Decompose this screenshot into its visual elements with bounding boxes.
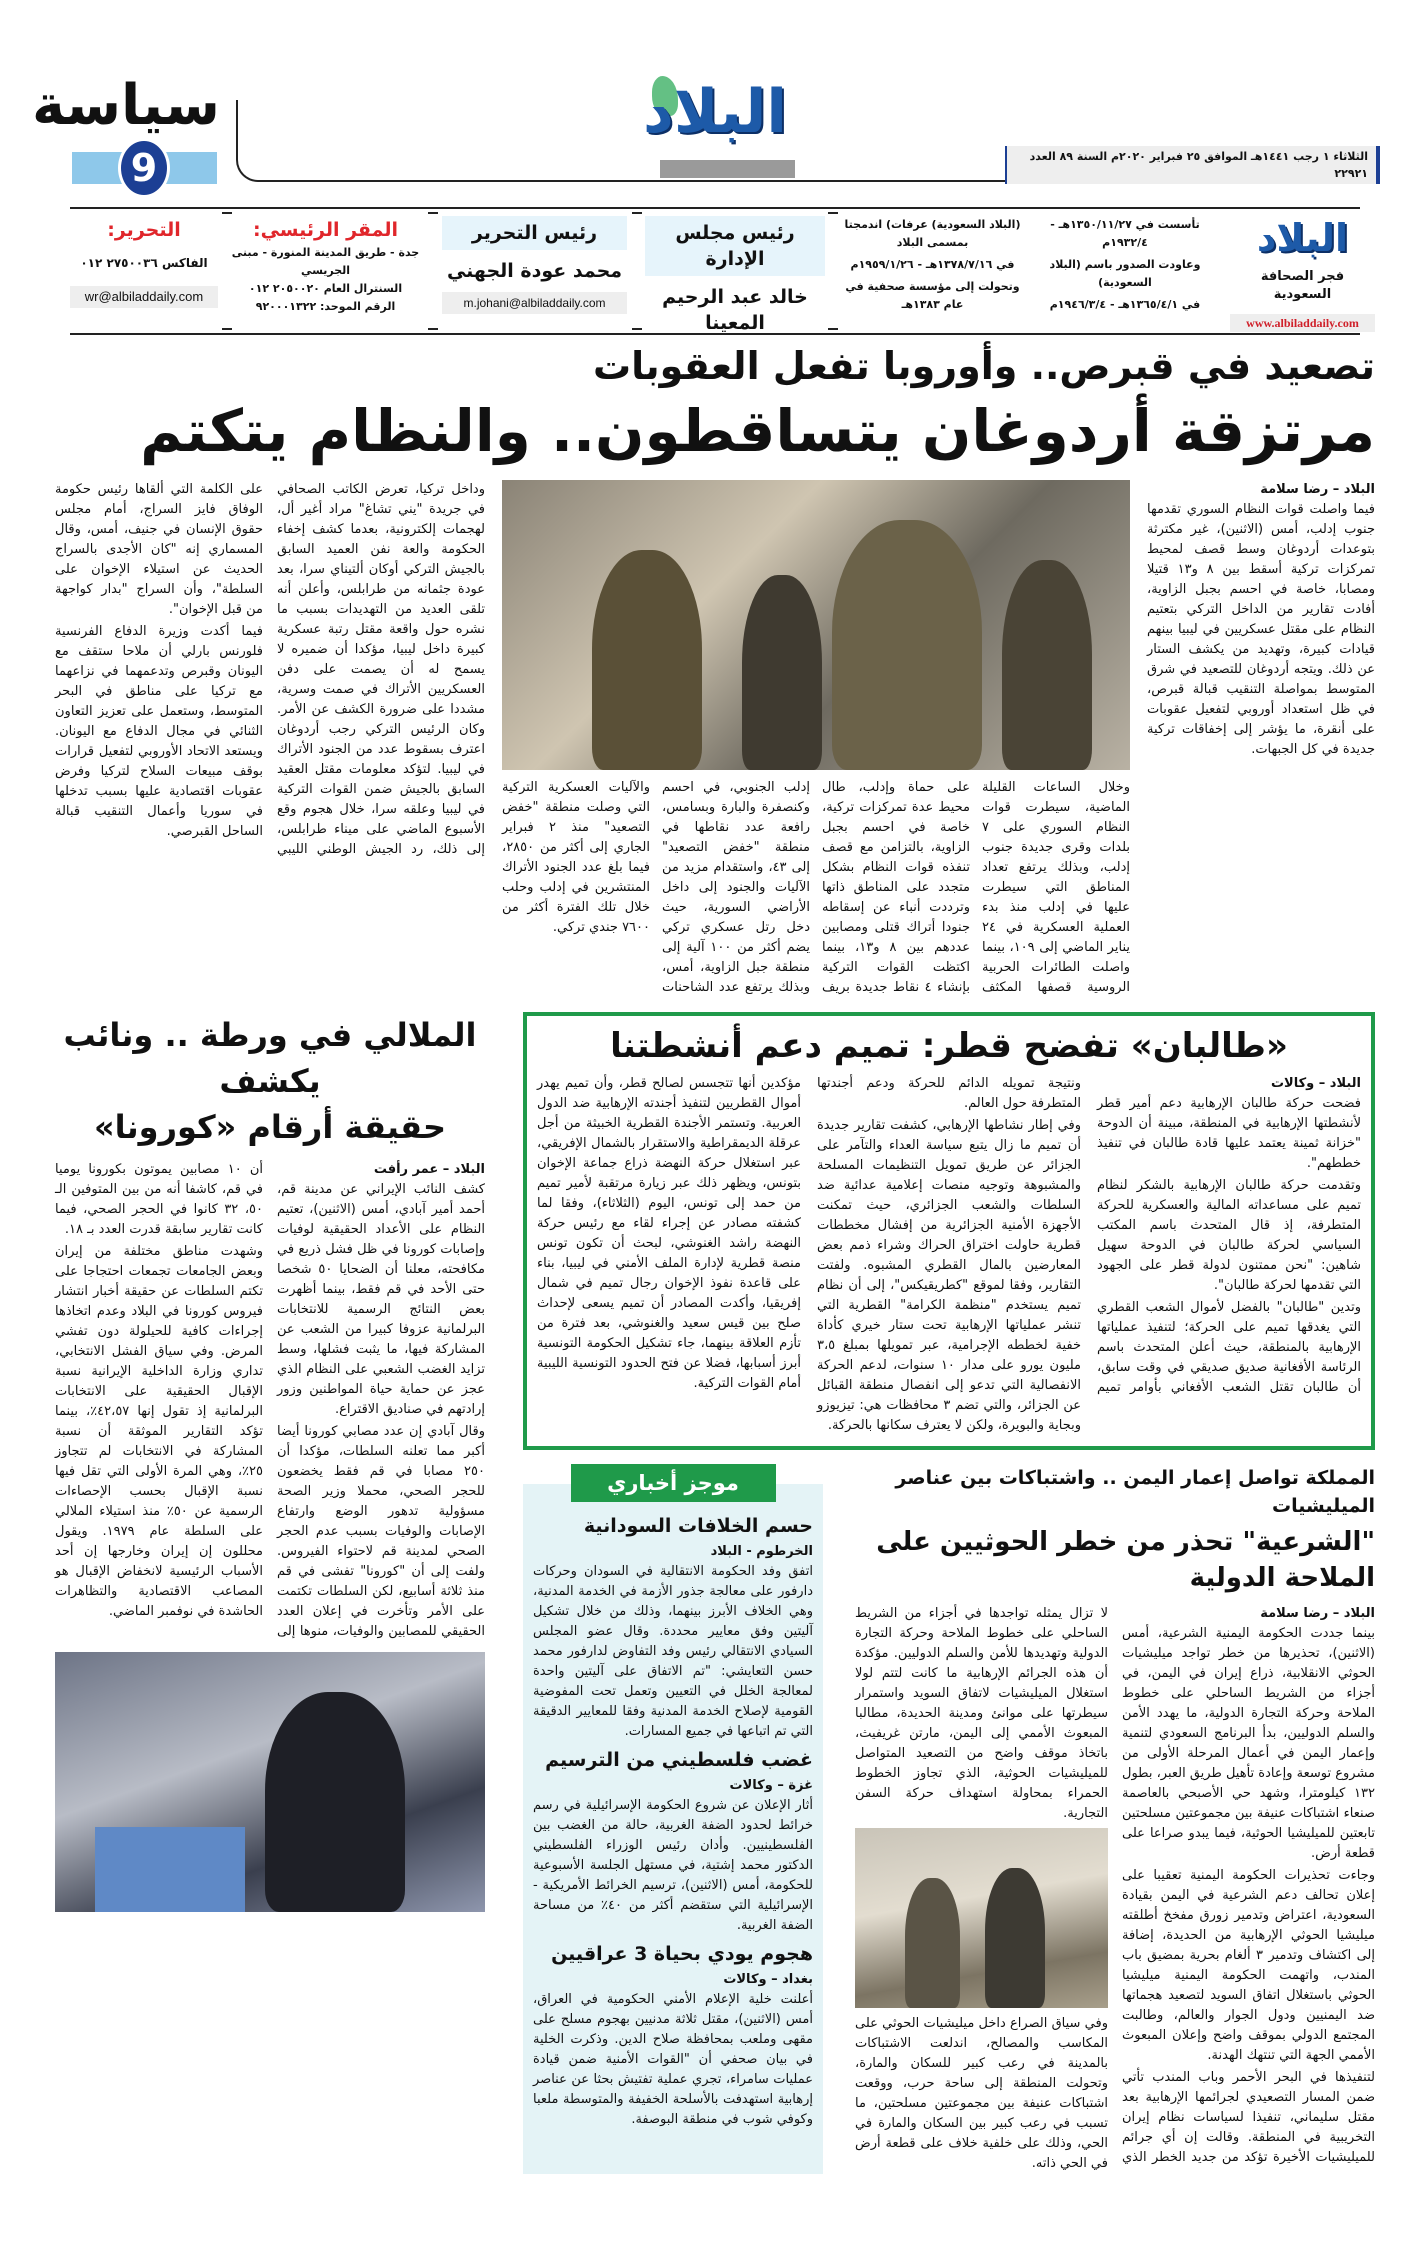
lead-paragraph: فيما أكدت وزيرة الدفاع الفرنسية فلورنس بارلي أن ملاحا ستقف مع اليونان وقبرص وتدعمهما في نزاعهما مع تركيا على مناطق في البحر المتوسط، وستعمل على تعزيز التعاون الثنائي في مجال الدفاع مع اليونان. ويستعد الاتحاد الأوروبي لتفعيل قرارات بوقف مبيعات السلاح لتركيا وفرض عقوبات اقتصادية عليها بسبب تدخلها في سوريا وأعمال التنقيب قبالة الساحل القبرصي.: [55, 624, 263, 839]
page-content: [55, 340, 1375, 2174]
founding-line: في ١٣٦٥/٤/١هـ - ١٩٤٦/٣/٤م: [1049, 298, 1201, 311]
divider: [632, 212, 642, 330]
taliban-story-box: [523, 1012, 1375, 1450]
news-briefs-label: موجز أخباري: [571, 1464, 776, 1502]
yemen-headline: "الشرعية" تحذر من خطر الحوثيين على الملاحة الدولية: [876, 1527, 1375, 1593]
history-info: [840, 216, 1025, 314]
brief-dateline: غزة – وكالات: [729, 1778, 813, 1793]
newspaper-logo[interactable]: البلاد: [643, 77, 787, 147]
taliban-paragraph: فضحت حركة طالبان الإرهابية دعم أمير قطر لأنشطتها الإرهابية في المنطقة، مبينة أن الدوحة "خزانة ثمينة يعتمد عليها قادة طالبان في تنفيذ خططهم".: [1097, 1096, 1361, 1171]
brief-item: [533, 1746, 813, 1936]
hq-line: السنترال العام ٢٠٥٠٠٢٠ ٠١٢: [248, 282, 403, 295]
yemen-byline: البلاد – رضا سلامة: [1260, 1606, 1375, 1621]
editor-name: محمد عودة الجهني: [446, 260, 623, 282]
chairman-name: خالد عبد الرحيم المعينا: [662, 286, 808, 334]
taliban-paragraph: وفي إطار نشاطها الإرهابي، كشفت تقارير جديدة أن تميم ما زال يتبع سياسة العداء والتآمر على الجزائر عن طريق تمويل التنظيمات المسلحة والمشبوهة وتوجيه منصات إعلامية عدائية ضد السلطات والشعب الجزائري، حيث تمكنت الأجهزة الأمنية الجزائرية من إفشال مخططات قطرية حاولت اختراق الحراك وشراء ذمم بعض المعارضين بالمال القطري المشبوه. ولفتت التقارير، وفقا لموقع "كطريقيكس"، إلى أن نظام تميم يستخدم "منظمة الكرامة" القطرية التي تنشر عملياتها الإرهابية تحت ستار خيري كأداة خفية لخططه الإجرامية، عبر تمويلها بمبلغ ٣،٥ مليون يورو على مدار ١٠ سنوات، لدعم الحركة الانفصالية التي تدعو إلى انفصال منطقة القبائل عن الجزائر، والتي تضم ٣ محافظات هي: تيزيوزو وبجاية والبويرة، ولكن لا يعترف سكانها بالحركة.: [817, 1118, 1082, 1433]
taliban-paragraph: وتقدمت حركة طالبان الإرهابية بالشكر لنظام تميم على مساعداته المالية والعسكرية للحركة المتطرفة، إذ قال المتحدث باسم المكتب السياسي لحركة طالبان في الدوحة سهيل شاهين: "نحن ممتنون لدولة قطر على الجهود التي تقدمها لحركة طالبان".: [1097, 1178, 1361, 1293]
editorial-email[interactable]: wr@albiladdaily.com: [70, 286, 218, 308]
masthead-logo-block: [1230, 216, 1375, 332]
lead-columns-left: [55, 480, 485, 998]
history-line: وتحولت إلى مؤسسة صحفية في عام ١٣٨٣هـ: [845, 280, 1020, 311]
yemen-and-briefs: [523, 1464, 1375, 2174]
iran-body: [55, 1160, 485, 1642]
lead-paragraph: وخلال الساعات القليلة الماضية، سيطرت قوات النظام السوري على ٧ بلدات وقرى جديدة جنوب إدلب، وبذلك يرتفع تعداد المناطق التي سيطرت عليها في إدلب منذ بدء العملية العسكرية في ٢٤ يناير الماضي إلى ١٠٩، بينما واصلت الطائرات الحربية الروسية قصفها المكثف على حماة وإدلب، طال محيط عدة تمركزات تركية، خاصة في احسم بجبل الزاوية، بالتزامن مع قصف تنفذه قوات النظام بشكل متجدد على المناطق ذاتها وترددت أنباء عن إسقاطه جنودا أتراك قتلى ومصابين عددهم بين ٨ و١٣، بينما اكتظت القوات التركية بإنشاء ٤ نقاط جديدة بريف إدلب الجنوبي، في احسم وكنصفرة والبارة وبسامس، رافعة عدد نقاطها في منطقة "خفض التصعيد" إلى ٤٣، واستقدام مزيد من الآليات والجنود إلى داخل الأراضي السورية، حيث دخل رتل عسكري تركي يضم أكثر من ١٠٠ آلية إلى منطقة جبل الزاوية، أمس، وبذلك يرتفع عدد الشاحنات والآليات العسكرية التركية التي وصلت منطقة "خفض التصعيد" منذ ٢ فبراير الجاري إلى أكثر من ٢٨٥٠، فيما بلغ عدد الجنود الأتراك المنتشرين في إدلب وحلب خلال تلك الفترة أكثر من ٧٦٠٠ جندي تركي.: [502, 780, 1130, 995]
hq-line: الرقم الموحد: ٩٢٠٠٠١٣٢٢: [255, 300, 396, 313]
editor-block: [442, 216, 627, 314]
brief-text: أثار الإعلان عن شروع الحكومة الإسرائيلية في رسم خرائط لحدود الضفة الغربية، حالة من الغضب بين الفلسطينيين. وأدان رئيس الوزراء الفلسطيني الدكتور محمد إشتية، في مستهل الجلسة الأسبوعية للحكومة، أمس (الاثنين)، ترسيم الخرائط الأمريكية - الإسرائيلية التي ستقضم أكثر من ٤٠٪ من مساحة الضفة الغربية.: [533, 1798, 813, 1933]
hq-block: [228, 216, 423, 316]
iran-headline-line: حقيقة أرقام «كورونا»: [93, 1108, 447, 1146]
yemen-paragraph: وجاءت تحذيرات الحكومة اليمنية تعقيبا على إعلان تحالف دعم الشرعية في اليمن بقيادة السعودية، اعتراض وتدمير زورق مفخخ أطلقته ميليشيا الحوثي الإرهابية من الحديدة، إضافة إلى اكتشاف وتدمير ٣ ألغام بحرية بمضيق باب المندب، واتهمت الحكومة اليمنية ميليشيا الحوثي باستغلال اتفاق السويد لتصعيد هجماتها ضد اليمنيين ودول الجوار والعالم، وطالبت المجتمع الدولي بموقف واضح وإعلان المبعوث الأممي الجهة التي تنتهك الهدنة.: [1122, 1868, 1375, 2063]
lead-headline: مرتزقة أردوغان يتساقطون.. والنظام يتكتم: [140, 397, 1375, 465]
lead-center: [502, 480, 1130, 998]
brief-dateline: الخرطوم - البلاد: [710, 1544, 813, 1559]
taliban-paragraph: مؤكدين أنها تتجسس لصالح قطر، وأن تميم يهدر أموال القطريين لتنفيذ أجندته الإرهابية ضد الدول العربية. وتستمر الأجندة القطرية الخبيثة من أجل عرقلة الديمقراطية والاستقرار بالشمال الإفريقي، عبر استغلال حركة النهضة ذراع جماعة الإخوان بتونس، ويظهر ذلك عبر زيارة مرتقبة لأمير تميم من حمد إلى تونس، اليوم (الثلاثاء)، وفقا لما كشفته مصادر عن إجراء لقاء مع رئيس حركة النهضة راشد الغنوشي، لبحث أن تكون تونس منصة قطرية لإدارة الملف الأمني في ليبيا، بناء على قاعدة نفوذ الإخوان رجال تميم في شمال إفريقيا، وأكدت المصادر أن تميم يسعى لإحداث صلح بين قيس سعيد والغنوشي، بعد فترة من تأزم العلاقة بينهما، جاء تشكيل الحكومة التونسية أبرز أسبابها، فضلا عن فتح الحدود التونسية الليبية أمام القوات التركية.: [537, 1076, 801, 1391]
iran-paragraph: وشهدت مناطق مختلفة من إيران وبعض الجامعات تجمعات احتجاجا على تكتم السلطات عن حقيقة أخبار انتشار فيروس كورونا في البلاد وعدم اتخاذها إجراءات كافية للحيلولة دون تفشي المرض. وفي سياق الفشل الانتخابي، تداري وزارة الداخلية الإيرانية نسبة الإقبال الحقيقية على الانتخابات البرلمانية إذ تقول إنها ٤٢،٥٧٪، بينما تؤكد التقارير الموثقة أن نسبة المشاركة في الانتخابات لم تتجاوز ٢٥٪، وهي المرة الأولى التي تقل فيها نسبة الإقبال بحسب الإحصاءات الرسمية عن ٥٠٪ منذ استيلاء الملالي على السلطة عام ١٩٧٩. ويقول محللون إن إيران وخارجها إن أحد الأسباب الرئيسية لانخفاض الإقبال هو المصاعب الاقتصادية والتظاهرات الحاشدة في نوفمبر الماضي.: [55, 1244, 264, 1619]
taliban-headline: «طالبان» تفضح قطر: تميم دعم أنشطتنا: [610, 1026, 1288, 1066]
lower-section: [55, 1012, 1375, 2174]
fax-number: الفاكس ٢٧٥٠٠٣٦ ٠١٢: [80, 256, 208, 270]
right-stack: [523, 1012, 1375, 2174]
brief-title: هجوم يودي بحياة 3 عراقيين: [551, 1943, 813, 1965]
news-briefs-panel: [523, 1471, 823, 2174]
brief-title: حسم الخلافات السودانية: [583, 1515, 813, 1537]
iran-headline-line: الملالي في ورطة .. ونائب يكشف: [63, 1016, 477, 1100]
yemen-body: [855, 1604, 1375, 2174]
website-link[interactable]: www.albiladdaily.com: [1230, 314, 1375, 332]
lead-byline: البلاد – رضا سلامة: [1260, 482, 1375, 497]
hq-line: جدة - طريق المدينة المنورة - مبنى الجريسي: [231, 246, 420, 277]
history-line: (البلاد السعودية) عرفات) اندمجتا بمسمى البلاد: [844, 218, 1021, 249]
yemen-paragraph: بينما جددت الحكومة اليمنية الشرعية، أمس (الاثنين)، تحذيرها من خطر تواجد ميليشيات الحوثي الانقلابية، ذراع إيران في اليمن، في أجزاء من الشريط الساحلي على خطوط الملاحة وحركة التجارة الدولية، ما يهدد الأمن والسلم الدوليين، بدأ البرنامج السعودي لتنمية وإعمار اليمن في أعمال المرحلة الأولى من مشروع توسعة وإعادة تأهيل طريق العبر، بطول ١٣٢ كيلومترا، وشهد حي الأصبحي بالعاصمة صنعاء اشتباكات عنيفة بين مجموعتين مسلحتين تابعتين للميليشيا الحوثية، فيما يبدو صراعا على قطعة أرض.: [1122, 1626, 1375, 1861]
founding-line: تأسست في ١٣٥٠/١١/٢٧هـ - ١٩٣٢/٤م: [1050, 218, 1200, 249]
yemen-paragraph: وفي سياق الصراع داخل ميليشيات الحوثي على المكاسب والمصالح، اندلعت الاشتباكات بالمدينة في رعب كبير للسكان والمارة، وتحولت المنطقة إلى ساحة حرب، ووقعت اشتباكات عنيفة بين مجموعتين مسلحتين، ما تسبب في رعب كبير بين السكان والمارة في الحي، وذلك على خلفية خلاف على قطعة أرض في الحي ذاته.: [855, 2016, 1108, 2171]
iran-story: [55, 1012, 485, 2174]
masthead-logo: البلاد: [1256, 216, 1349, 260]
houthi-fighters-photo: [855, 1828, 1108, 2008]
syria-fighters-photo: [502, 480, 1130, 770]
lead-story: [55, 480, 1375, 998]
taliban-paragraph: وتدين "طالبان" بالفضل لأموال الشعب القطري التي يغدقها تميم على الحركة؛ لتنفيذ عملياتها الإرهابية بالمنطقة، حيث أعلن المتحدث باسم الرئاسة الأفغانية صديق صديقي في وقت سابق، أن طالبان تقتل الشعب الأفغاني بأوامر تميم ونتيجة تمويله الدائم للحركة ودعم أجندتها المتطرفة حول العالم.: [817, 1076, 1361, 1395]
iran-voting-photo: [55, 1652, 485, 1912]
editorial-title: التحرير:: [107, 219, 181, 241]
editor-title: رئيس التحرير: [442, 216, 627, 250]
page-number: 9: [118, 138, 170, 198]
history-line: في ١٣٧٨/٧/١٦هـ - ١٩٥٩/١/٢٦م: [850, 258, 1015, 271]
yemen-paragraph: لتنفيذها في البحر الأحمر وباب المندب تأتي ضمن المسار التصعيدي لجرائمها الإرهابية بعد مقتل سليماني، تنفيذا لسياسات نظام إيران التخريبية في المنطقة. وقالت إن أي جرائم للميليشيات الأخيرة تؤكد من جديد الخطر الذي لا تزال يمثله تواجدها في أجزاء من الشريط الساحلي على خطوط الملاحة وحركة التجارة الدولية وتهديدها للأمن والسلم الدوليين. مؤكدة أن هذه الجرائم الإرهابية ما كانت لتتم لولا استغلال الميليشيات لاتفاق السويد واستمرار سيطرتها على موانئ ومدينة الحديدة، مطالبا المبعوث الأممي إلى اليمن، مارتن غريفيث، باتخاذ موقف واضح من التصعيد المتواصل للميليشيات الحوثية، الذي تجاوز الخطوط الحمراء بمحاولة استهداف حركة السفن التجارية.: [855, 1606, 1375, 2165]
lead-column-1: [1147, 480, 1375, 998]
divider: [428, 212, 438, 330]
masthead-tagline: فجر الصحافة السعودية: [1260, 268, 1345, 302]
iran-byline: البلاد – عمر رأفت: [373, 1162, 485, 1177]
chairman-block: [645, 216, 825, 336]
founding-line: وعاودت الصدور باسم (البلاد السعودية): [1049, 258, 1201, 289]
section-title: سياسة: [32, 73, 220, 138]
issue-dateline: الثلاثاء ١ رجب ١٤٤١هـ الموافق ٢٥ فبراير ٢٠٢٠م السنة ٨٩ العدد ٢٢٩٢١: [1005, 146, 1380, 184]
taliban-byline: البلاد – وكالات: [1270, 1076, 1361, 1091]
taliban-body: [537, 1074, 1361, 1436]
header-rule: [236, 100, 1006, 182]
hq-title: المقر الرئيسي:: [252, 219, 398, 241]
yemen-kicker: المملكة تواصل إعمار اليمن .. واشتباكات بين عناصر الميليشيات: [895, 1467, 1375, 1517]
founding-info: [1030, 216, 1220, 314]
brief-dateline: بغداد – وكالات: [723, 1972, 813, 1987]
iran-paragraph: كشف النائب الإيراني عن مدينة قم، أحمد أمير آبادي، أمس (الاثنين)، تعتيم النظام على الأعداد الحقيقية لوفيات وإصابات كورونا في ظل فشل ذريع في مكافحته، معلنا أن الضحايا ٥٠ شخصا حتى الأحد في قم فقط، بينما أظهرت بعض النتائج الرسمية للانتخابات البرلمانية عزوفا كبيرا من الشعب عن المشاركة فيها، ما يثبت فشلها، وسط تزايد الغضب الشعبي على النظام الذي عجز عن حماية حياة المواطنين وزور إرادتهم في صناديق الاقتراع.: [277, 1182, 485, 1417]
editor-email[interactable]: m.johani@albiladdaily.com: [442, 292, 627, 314]
lead-columns-under-photo: [502, 778, 1130, 998]
iran-paragraph: وقال آبادي إن عدد مصابي كورونا أيضا أكبر مما تعلنه السلطات، مؤكدا أن ٢٥٠ مصابا في قم فقط يخضعون للحجر الصحي، محملا وزير الصحة مسؤولية تدهور الوضع وارتفاع الإصابات والوفيات بسبب عدم الحجر الصحي لمدينة قم لاحتواء الفيروس. ولفت إلى أن "كورونا" تفشى في قم منذ ثلاثة أسابيع، لكن السلطات تكتمت على الأمر وتأخرت في إعلان العدد الحقيقي للمصابين والوفيات، منوها إلى أن ١٠ مصابين يموتون بكورونا يوميا في قم، كاشفا أنه من بين المتوفين الـ ٥٠، ٣٢ كانوا في الحجر الصحي، فيما كانت تقارير سابقة قدرت العدد بـ ١٨.: [55, 1162, 485, 1639]
lead-paragraph: فيما واصلت قوات النظام السوري تقدمها جنوب إدلب، أمس (الاثنين)، غير مكترثة بتوعدات أردوغان وسط قصف لمحيط تمركزات تركية أسقط بين ٨ و١٣ قتيلا ومصابا، خاصة في احسم بجبل الزاوية، أفادت تقارير من الداخل التركي بتعتيم النظام على مقتل عسكريين في ليبيا بينهم قيادات كبيرة، وتهديد من يكشف الستار عن ذلك. ويتجه أردوغان للتصعيد في شرق المتوسط بمواصلة التنقيب قبالة قبرص، في ظل استعداد أوروبي لتفعيل عقوبات على أنقرة، ما يؤشر إلى إخفاقات تركية جديدة في كل الجبهات.: [1147, 502, 1375, 757]
divider: [828, 212, 838, 330]
lead-kicker: تصعيد في قبرص.. وأوروبا تفعل العقوبات: [592, 344, 1375, 388]
lead-paragraph: وداخل تركيا، تعرض الكاتب الصحافي في جريدة "يني تشاغ" مراد أغير أل، لهجمات إلكترونية، بعدما كشف إخفاء الحكومة والعة نفن العميد السابق بالجيش التركي أوكان ألتيناي سرا، بعد عودة جثمانه من طرابلس، وأعلن أنه تلقى العديد من التهديدات بسبب ما نشره حول واقعة مقتل رتبة عسكرية كبيرة داخل ليبيا، مؤكدا أن ضميره لا يسمح له أن يصمت على دفن العسكريين الأتراك في صمت وسرية، مشددا على ضرورة الكشف عن الأمر. وكان الرئيس التركي رجب أردوغان اعترف بسقوط عدد من الجنود الأتراك في ليبيا. لتؤكد معلومات مقتل العقيد السابق بالجيش ضمن القوات التركية في ليبيا وعلقه سرا، خلال هجوم وقع الأسبوع الماضي على ميناء طرابلس، إلى ذلك، رد الجيش الوطني الليبي على الكلمة التي ألقاها رئيس حكومة الوفاق فايز السراج، أمام مجلس حقوق الإنسان في جنيف، أمس، وقال المسماري إنه "كان الأجدى بالسراج الحديث عن استيلاء الإخوان على السلطة"، وأن السراج "بدار كواجهة من قبل الإخوان".: [55, 482, 485, 857]
masthead-top-rule: [70, 207, 1360, 209]
brief-item: [533, 1512, 813, 1742]
brief-text: اتفق وفد الحكومة الانتقالية في السودان وحركات دارفور على معالجة جذور الأزمة في الخدمة المدنية، وهي الخلاف الأبرز بينهما، وذلك من خلال تشكيل آليتين وفق معايير محددة. وقال عضو المجلس السيادي الانتقالي رئيس وفد التفاوض لدارفور محمد حسن التعايشي: "تم الاتفاق على آليتين واحدة لمعالجة الخلل في التعيين وتعمل تحت المفوضية القومية لإصلاح الخدمة المدنية وفقا للمعايير الدقيقة التي تم اتباعها في جميع المسارات.: [533, 1564, 813, 1739]
yemen-story: [855, 1464, 1375, 2174]
logo-underbar: [660, 160, 795, 178]
iran-headline: [55, 1012, 485, 1150]
brief-item: [533, 1940, 813, 2130]
editorial-block: [70, 216, 218, 308]
brief-text: أعلنت خلية الإعلام الأمني الحكومية في العراق، أمس (الاثنين)، مقتل ثلاثة مدنيين بهجوم مسلح على مقهى وملعب بمحافظة صلاح الدين. وذكرت الخلية في بيان صحفي أن "القوات الأمنية ضمن قيادة عمليات سامراء، تجري عملية تفتيش بحثا عن عناصر إرهابية استهدفت بالأسلحة الخفيفة والمتوسطة ملعبا وكوفي شوب في منطقة البوصفة.: [533, 1992, 813, 2127]
chairman-title: رئيس مجلس الإدارة: [645, 216, 825, 276]
brief-title: غضب فلسطيني من الترسيم: [545, 1749, 813, 1771]
divider: [222, 212, 232, 330]
news-briefs-list: [533, 1512, 813, 2130]
